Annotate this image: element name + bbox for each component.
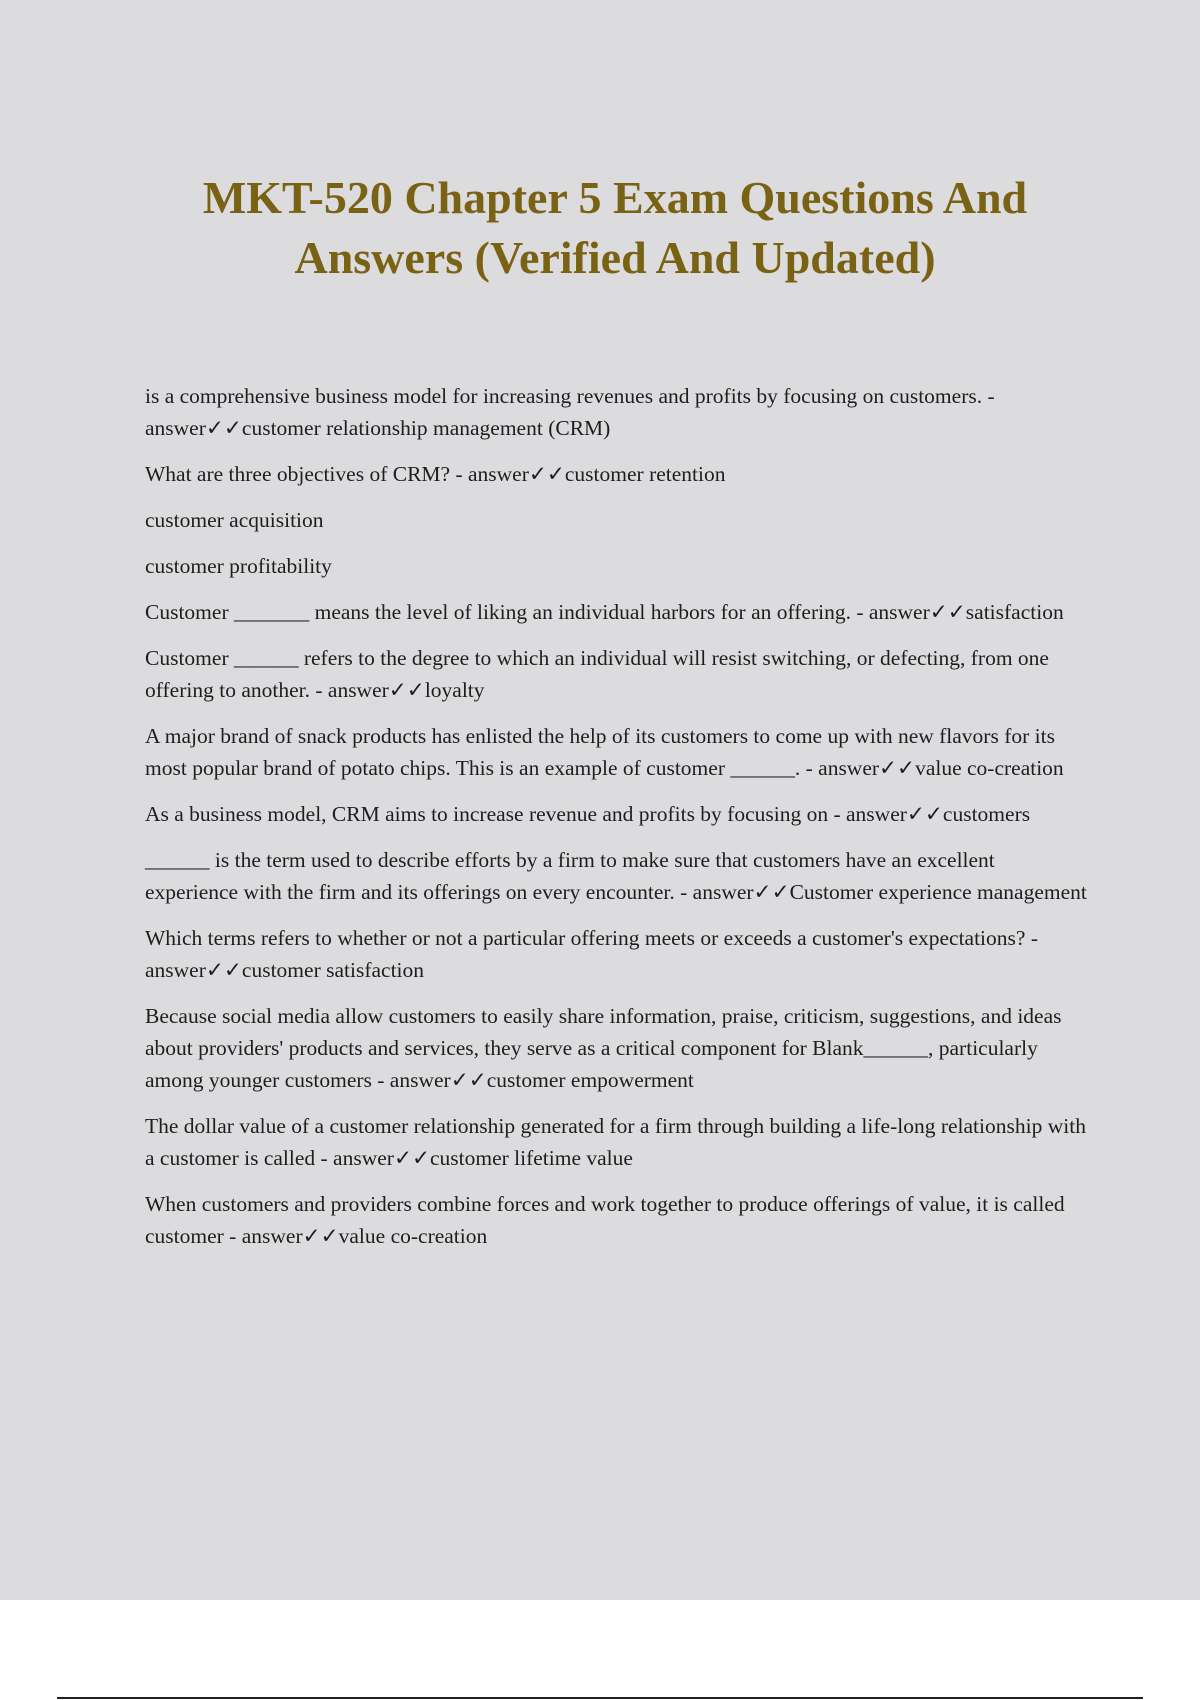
qa-paragraph: The dollar value of a customer relationship generated for a firm through building a life-long relationship with a customer is called - answer✓✓customer lifetime value — [145, 1114, 1086, 1170]
qa-paragraph: Because social media allow customers to easily share information, praise, criticism, suggestions, and ideas about providers' products and services, they serve as a critical component for Blank______, particularly among younger customers - answer✓✓customer empowerment — [145, 1004, 1062, 1092]
title-line-1: MKT-520 Chapter 5 Exam Questions And — [202, 172, 1028, 223]
document-title — [120, 168, 1110, 288]
qa-paragraph: As a business model, CRM aims to increase revenue and profits by focusing on - answer✓✓customers — [145, 802, 1031, 826]
qa-paragraph: Which terms refers to whether or not a particular offering meets or exceeds a customer's expectations? - answer✓✓customer satisfaction — [145, 926, 1038, 982]
qa-paragraph: customer acquisition — [145, 508, 324, 532]
qa-paragraph: When customers and providers combine forces and work together to produce offerings of value, it is called customer - answer✓✓value co-creation — [145, 1192, 1065, 1248]
footer-divider — [57, 1697, 1143, 1699]
qa-paragraph: A major brand of snack products has enlisted the help of its customers to come up with new flavors for its most popular brand of potato chips. This is an example of customer ______. - answer✓✓value co-creation — [145, 724, 1064, 780]
qa-paragraph: ______ is the term used to describe efforts by a firm to make sure that customers have an excellent experience with the firm and its offerings on every encounter. - answer✓✓Customer experience management — [145, 848, 1087, 904]
qa-paragraph: Customer _______ means the level of liking an individual harbors for an offering. - answer✓✓satisfaction — [145, 600, 1064, 624]
qa-paragraph: customer profitability — [145, 554, 332, 578]
qa-paragraph: is a comprehensive business model for increasing revenues and profits by focusing on customers. - answer✓✓customer relationship management (CRM) — [145, 384, 995, 440]
qa-paragraph: What are three objectives of CRM? - answer✓✓customer retention — [145, 462, 726, 486]
qa-content — [145, 380, 1090, 1266]
qa-paragraph: Customer ______ refers to the degree to which an individual will resist switching, or defecting, from one offering to another. - answer✓✓loyalty — [145, 646, 1049, 702]
title-line-2: Answers (Verified And Updated) — [294, 232, 936, 283]
